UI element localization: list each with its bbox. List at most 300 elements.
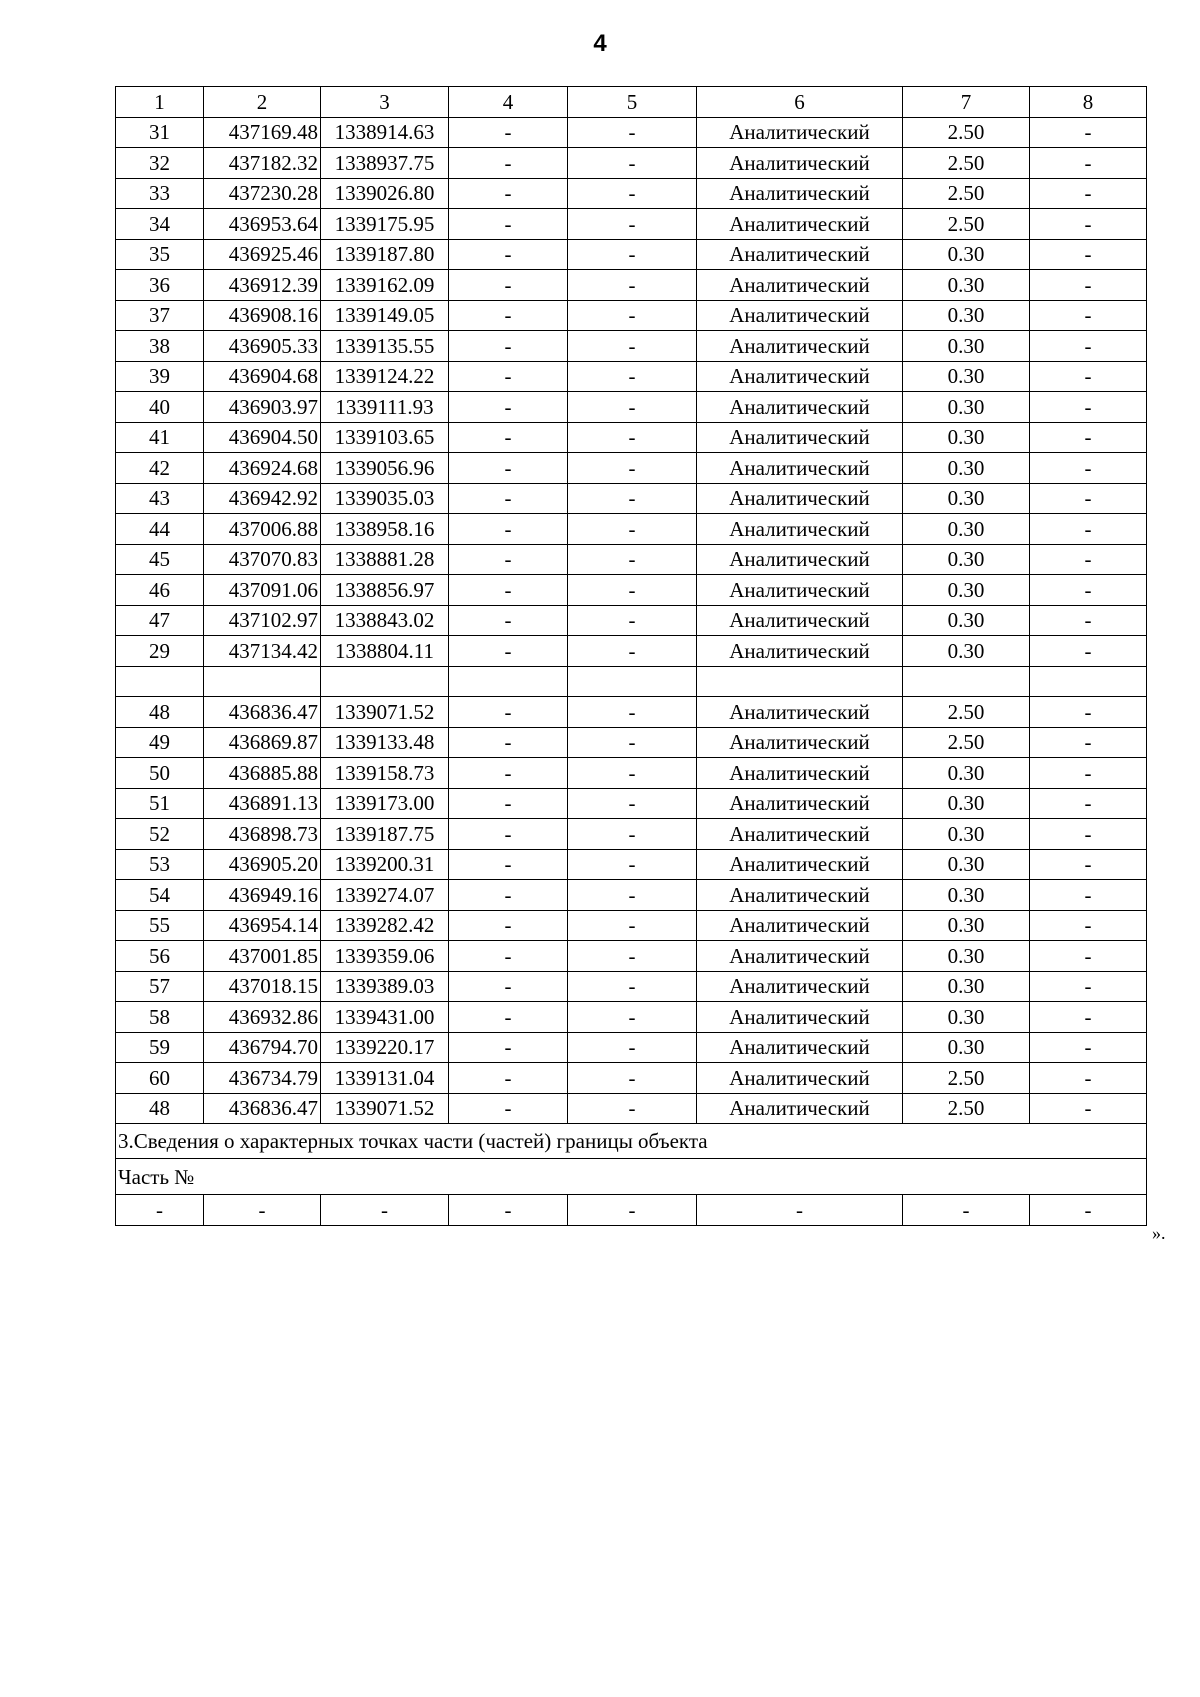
table-cell-col8: - (1030, 971, 1147, 1002)
table-cell-col7: 7 (903, 87, 1030, 118)
empty-cell (204, 666, 321, 697)
table-cell-col5: - (568, 483, 697, 514)
table-cell-col7: 0.30 (903, 971, 1030, 1002)
table-cell-col6: - (697, 1195, 903, 1226)
table-cell-col6: Аналитический (697, 971, 903, 1002)
table-cell-col2: 437134.42 (204, 636, 321, 667)
table-cell-col3: 1339389.03 (321, 971, 449, 1002)
table-cell-col7: 0.30 (903, 422, 1030, 453)
table-cell-col4: - (449, 1002, 568, 1033)
part-label: Часть № (116, 1159, 1147, 1195)
table-cell-col2: 436885.88 (204, 758, 321, 789)
table-cell-col3: 1339124.22 (321, 361, 449, 392)
table-cell-col6: Аналитический (697, 117, 903, 148)
table-cell-col4: - (449, 117, 568, 148)
table-cell-col7: 0.30 (903, 392, 1030, 423)
table-cell-col2: 436898.73 (204, 819, 321, 850)
table-cell-col2: 437230.28 (204, 178, 321, 209)
table-cell-col6: Аналитический (697, 910, 903, 941)
table-cell-col2: 436908.16 (204, 300, 321, 331)
table-cell-col5: - (568, 697, 697, 728)
table-cell-col4: - (449, 361, 568, 392)
table-cell-col8: - (1030, 331, 1147, 362)
table-row (116, 880, 1147, 911)
table-cell-col1: - (116, 1195, 204, 1226)
table-row (116, 392, 1147, 423)
table-cell-col3: 1339274.07 (321, 880, 449, 911)
table-cell-col1: 48 (116, 1093, 204, 1124)
table-cell-col8: - (1030, 270, 1147, 301)
empty-cell (568, 666, 697, 697)
table-cell-col2: 437169.48 (204, 117, 321, 148)
table-cell-col3: 1338881.28 (321, 544, 449, 575)
table-cell-col5: - (568, 148, 697, 179)
table-cell-col4: - (449, 819, 568, 850)
table-cell-col3: 1339162.09 (321, 270, 449, 301)
table-cell-col2: 436905.20 (204, 849, 321, 880)
table-cell-col8: - (1030, 1032, 1147, 1063)
table-cell-col6: Аналитический (697, 636, 903, 667)
table-cell-col1: 42 (116, 453, 204, 484)
table-cell-col8: - (1030, 148, 1147, 179)
table-cell-col2: 437091.06 (204, 575, 321, 606)
table-cell-col8: - (1030, 392, 1147, 423)
table-cell-col8: - (1030, 941, 1147, 972)
table-cell-col8: - (1030, 575, 1147, 606)
table-cell-col4: - (449, 636, 568, 667)
table-cell-col3: 1339173.00 (321, 788, 449, 819)
table-cell-col6: Аналитический (697, 422, 903, 453)
table-cell-col4: - (449, 788, 568, 819)
table-cell-col5: - (568, 392, 697, 423)
closing-quote: ». (1152, 1223, 1166, 1243)
table-cell-col8: - (1030, 300, 1147, 331)
table-cell-col2: 436904.50 (204, 422, 321, 453)
table-cell-col5: - (568, 239, 697, 270)
table-cell-col2: 437102.97 (204, 605, 321, 636)
table-cell-col8: - (1030, 117, 1147, 148)
table-row (116, 300, 1147, 331)
empty-cell (116, 666, 204, 697)
table-cell-col3: 1339135.55 (321, 331, 449, 362)
table-cell-col8: - (1030, 819, 1147, 850)
table-cell-col1: 60 (116, 1063, 204, 1094)
table-cell-col3: 1338804.11 (321, 636, 449, 667)
table-cell-col3: 1339111.93 (321, 392, 449, 423)
table-row (116, 331, 1147, 362)
table-row (116, 1063, 1147, 1094)
table-cell-col1: 57 (116, 971, 204, 1002)
table-cell-col8: 8 (1030, 87, 1147, 118)
table-cell-col7: 0.30 (903, 544, 1030, 575)
table-cell-col1: 31 (116, 117, 204, 148)
table-cell-col1: 54 (116, 880, 204, 911)
table-cell-col5: - (568, 788, 697, 819)
table-cell-col6: Аналитический (697, 209, 903, 240)
table-cell-col6: Аналитический (697, 1063, 903, 1094)
table-cell-col5: - (568, 910, 697, 941)
table-cell-col6: Аналитический (697, 1093, 903, 1124)
table-row (116, 819, 1147, 850)
table-cell-col2: 436836.47 (204, 1093, 321, 1124)
table-cell-col8: - (1030, 483, 1147, 514)
table-cell-col8: - (1030, 1093, 1147, 1124)
table-cell-col2: 436954.14 (204, 910, 321, 941)
table-cell-col5: - (568, 819, 697, 850)
table-row (116, 178, 1147, 209)
table-cell-col7: 0.30 (903, 483, 1030, 514)
table-cell-col8: - (1030, 605, 1147, 636)
table-cell-col2: 437070.83 (204, 544, 321, 575)
table-cell-col4: - (449, 422, 568, 453)
table-cell-col6: Аналитический (697, 239, 903, 270)
table-cell-col4: - (449, 727, 568, 758)
section-title: 3.Сведения о характерных точках части (частей) границы объекта (116, 1124, 1147, 1159)
table-row (116, 1032, 1147, 1063)
table-cell-col5: - (568, 1093, 697, 1124)
table-row (116, 148, 1147, 179)
table-row (116, 697, 1147, 728)
table-cell-col5: - (568, 178, 697, 209)
table-cell-col5: - (568, 1002, 697, 1033)
table-cell-col7: 0.30 (903, 636, 1030, 667)
table-cell-col2: 436949.16 (204, 880, 321, 911)
table-cell-col5: - (568, 1063, 697, 1094)
table-cell-col3: 1339175.95 (321, 209, 449, 240)
table-row (116, 453, 1147, 484)
table-cell-col6: Аналитический (697, 941, 903, 972)
table-cell-col6: Аналитический (697, 575, 903, 606)
table-cell-col4: - (449, 1032, 568, 1063)
table-cell-col5: - (568, 422, 697, 453)
table-cell-col2: 436836.47 (204, 697, 321, 728)
table-cell-col5: - (568, 331, 697, 362)
table-cell-col1: 44 (116, 514, 204, 545)
table-cell-col1: 59 (116, 1032, 204, 1063)
table-cell-col2: 437006.88 (204, 514, 321, 545)
table-cell-col8: - (1030, 1063, 1147, 1094)
table-cell-col4: - (449, 880, 568, 911)
table-cell-col5: - (568, 453, 697, 484)
table-cell-col4: - (449, 605, 568, 636)
table-cell-col4: - (449, 1063, 568, 1094)
table-cell-col5: - (568, 1032, 697, 1063)
table-cell-col6: Аналитический (697, 849, 903, 880)
table-cell-col8: - (1030, 514, 1147, 545)
table-cell-col1: 41 (116, 422, 204, 453)
table-cell-col6: Аналитический (697, 727, 903, 758)
table-cell-col4: - (449, 209, 568, 240)
table-cell-col2: 436904.68 (204, 361, 321, 392)
table-cell-col3: 1339103.65 (321, 422, 449, 453)
table-cell-col2: 437018.15 (204, 971, 321, 1002)
table-row (116, 849, 1147, 880)
separator-row (116, 666, 1147, 697)
table-cell-col8: - (1030, 422, 1147, 453)
table-cell-col8: - (1030, 209, 1147, 240)
table-cell-col8: - (1030, 697, 1147, 728)
table-cell-col1: 56 (116, 941, 204, 972)
table-cell-col4: - (449, 483, 568, 514)
table-cell-col3: 1339131.04 (321, 1063, 449, 1094)
table-row (116, 575, 1147, 606)
table-cell-col4: - (449, 544, 568, 575)
table-cell-col5: - (568, 544, 697, 575)
table-cell-col2: 436869.87 (204, 727, 321, 758)
table-cell-col4: - (449, 1093, 568, 1124)
table-cell-col3: 3 (321, 87, 449, 118)
table-cell-col7: 0.30 (903, 605, 1030, 636)
table-cell-col8: - (1030, 758, 1147, 789)
table-cell-col3: 1339220.17 (321, 1032, 449, 1063)
table-header-row (116, 87, 1147, 118)
table-cell-col3: 1338937.75 (321, 148, 449, 179)
table-cell-col2: 437001.85 (204, 941, 321, 972)
table-cell-col3: 1339431.00 (321, 1002, 449, 1033)
table-cell-col4: - (449, 270, 568, 301)
table-cell-col3: 1338914.63 (321, 117, 449, 148)
table-cell-col2: 436903.97 (204, 392, 321, 423)
table-cell-col8: - (1030, 1195, 1147, 1226)
table-cell-col7: 0.30 (903, 575, 1030, 606)
table-cell-col7: 0.30 (903, 941, 1030, 972)
table-cell-col2: 436905.33 (204, 331, 321, 362)
table-cell-col4: - (449, 697, 568, 728)
table-cell-col8: - (1030, 636, 1147, 667)
table-cell-col5: 5 (568, 87, 697, 118)
table-row (116, 270, 1147, 301)
table-cell-col7: 2.50 (903, 178, 1030, 209)
table-cell-col1: 39 (116, 361, 204, 392)
table-cell-col5: - (568, 300, 697, 331)
table-cell-col1: 46 (116, 575, 204, 606)
coordinates-table (115, 86, 1147, 1226)
table-cell-col7: 0.30 (903, 1032, 1030, 1063)
table-cell-col7: 2.50 (903, 1063, 1030, 1094)
table-cell-col4: - (449, 239, 568, 270)
table-cell-col5: - (568, 880, 697, 911)
table-cell-col5: - (568, 758, 697, 789)
table-cell-col7: 0.30 (903, 849, 1030, 880)
table-row (116, 636, 1147, 667)
table-body (116, 87, 1147, 1226)
table-row (116, 361, 1147, 392)
table-cell-col4: - (449, 941, 568, 972)
table-cell-col7: 0.30 (903, 453, 1030, 484)
table-cell-col6: Аналитический (697, 605, 903, 636)
table-row (116, 941, 1147, 972)
table-row (116, 788, 1147, 819)
table-cell-col3: 1339071.52 (321, 1093, 449, 1124)
table-cell-col8: - (1030, 1002, 1147, 1033)
table-cell-col6: 6 (697, 87, 903, 118)
table-cell-col5: - (568, 117, 697, 148)
table-cell-col1: 37 (116, 300, 204, 331)
table-cell-col7: 0.30 (903, 361, 1030, 392)
table-row (116, 422, 1147, 453)
table-cell-col5: - (568, 971, 697, 1002)
table-cell-col6: Аналитический (697, 819, 903, 850)
table-cell-col3: 1338958.16 (321, 514, 449, 545)
table-cell-col2: 2 (204, 87, 321, 118)
table-cell-col7: 0.30 (903, 239, 1030, 270)
table-cell-col6: Аналитический (697, 361, 903, 392)
table-cell-col4: - (449, 148, 568, 179)
table-cell-col2: 436912.39 (204, 270, 321, 301)
table-cell-col1: 55 (116, 910, 204, 941)
table-row (116, 544, 1147, 575)
table-cell-col3: 1339158.73 (321, 758, 449, 789)
table-cell-col5: - (568, 941, 697, 972)
table-last-row (116, 1195, 1147, 1226)
table-cell-col6: Аналитический (697, 1032, 903, 1063)
table-cell-col3: 1338843.02 (321, 605, 449, 636)
table-cell-col6: Аналитический (697, 788, 903, 819)
table-cell-col3: - (321, 1195, 449, 1226)
table-cell-col6: Аналитический (697, 148, 903, 179)
table-cell-col4: - (449, 575, 568, 606)
table-row (116, 1002, 1147, 1033)
table-cell-col7: 0.30 (903, 819, 1030, 850)
table-cell-col6: Аналитический (697, 544, 903, 575)
page-number: 4 (593, 30, 607, 57)
table-cell-col6: Аналитический (697, 1002, 903, 1033)
table-cell-col4: - (449, 514, 568, 545)
table-cell-col7: 2.50 (903, 209, 1030, 240)
table-cell-col1: 33 (116, 178, 204, 209)
table-cell-col3: 1339071.52 (321, 697, 449, 728)
table-row (116, 605, 1147, 636)
table-cell-col3: 1339149.05 (321, 300, 449, 331)
empty-cell (903, 666, 1030, 697)
table-cell-col4: - (449, 300, 568, 331)
table-cell-col1: 32 (116, 148, 204, 179)
table-cell-col3: 1339056.96 (321, 453, 449, 484)
table-cell-col7: 2.50 (903, 727, 1030, 758)
table-cell-col1: 35 (116, 239, 204, 270)
table-cell-col2: 436734.79 (204, 1063, 321, 1094)
table-cell-col8: - (1030, 178, 1147, 209)
table-cell-col3: 1339200.31 (321, 849, 449, 880)
table-cell-col6: Аналитический (697, 697, 903, 728)
table-cell-col2: 436924.68 (204, 453, 321, 484)
table-cell-col8: - (1030, 361, 1147, 392)
table-cell-col6: Аналитический (697, 270, 903, 301)
table-cell-col4: - (449, 910, 568, 941)
empty-cell (1030, 666, 1147, 697)
table-cell-col1: 48 (116, 697, 204, 728)
section-row (116, 1124, 1147, 1159)
table-row (116, 209, 1147, 240)
table-cell-col5: - (568, 361, 697, 392)
empty-cell (697, 666, 903, 697)
table-cell-col4: - (449, 453, 568, 484)
table-cell-col1: 49 (116, 727, 204, 758)
table-cell-col3: 1338856.97 (321, 575, 449, 606)
table-cell-col8: - (1030, 544, 1147, 575)
table-row (116, 727, 1147, 758)
table-cell-col1: 45 (116, 544, 204, 575)
table-cell-col1: 50 (116, 758, 204, 789)
table-cell-col6: Аналитический (697, 392, 903, 423)
table-cell-col3: 1339187.80 (321, 239, 449, 270)
table-cell-col7: 0.30 (903, 788, 1030, 819)
table-cell-col7: 0.30 (903, 331, 1030, 362)
empty-cell (321, 666, 449, 697)
table-cell-col8: - (1030, 453, 1147, 484)
table-cell-col5: - (568, 1195, 697, 1226)
table-cell-col1: 53 (116, 849, 204, 880)
table-cell-col1: 38 (116, 331, 204, 362)
table-cell-col2: 436932.86 (204, 1002, 321, 1033)
table-cell-col2: 437182.32 (204, 148, 321, 179)
table-row (116, 758, 1147, 789)
table-row (116, 910, 1147, 941)
table-cell-col4: - (449, 1195, 568, 1226)
table-cell-col8: - (1030, 239, 1147, 270)
table-cell-col6: Аналитический (697, 300, 903, 331)
table-cell-col1: 29 (116, 636, 204, 667)
table-cell-col7: 0.30 (903, 758, 1030, 789)
table-cell-col1: 1 (116, 87, 204, 118)
table-row (116, 514, 1147, 545)
table-row (116, 971, 1147, 1002)
table-cell-col7: 0.30 (903, 910, 1030, 941)
table-cell-col6: Аналитический (697, 483, 903, 514)
table-cell-col3: 1339187.75 (321, 819, 449, 850)
table-cell-col4: - (449, 758, 568, 789)
table-cell-col2: 436942.92 (204, 483, 321, 514)
table-cell-col3: 1339133.48 (321, 727, 449, 758)
table-cell-col2: 436925.46 (204, 239, 321, 270)
table-cell-col6: Аналитический (697, 758, 903, 789)
table-cell-col7: 2.50 (903, 1093, 1030, 1124)
table-cell-col7: 0.30 (903, 880, 1030, 911)
table-cell-col1: 36 (116, 270, 204, 301)
table-cell-col1: 43 (116, 483, 204, 514)
table-cell-col5: - (568, 270, 697, 301)
table-cell-col1: 47 (116, 605, 204, 636)
table-cell-col5: - (568, 514, 697, 545)
table-cell-col7: - (903, 1195, 1030, 1226)
part-row (116, 1159, 1147, 1195)
table-row (116, 483, 1147, 514)
table-cell-col5: - (568, 727, 697, 758)
table-cell-col3: 1339282.42 (321, 910, 449, 941)
table-cell-col7: 0.30 (903, 300, 1030, 331)
table-row (116, 117, 1147, 148)
table-cell-col5: - (568, 636, 697, 667)
table-cell-col8: - (1030, 849, 1147, 880)
table-cell-col5: - (568, 849, 697, 880)
table-cell-col2: 436953.64 (204, 209, 321, 240)
table-cell-col7: 0.30 (903, 1002, 1030, 1033)
table-cell-col6: Аналитический (697, 453, 903, 484)
table-row (116, 239, 1147, 270)
table-cell-col5: - (568, 209, 697, 240)
table-cell-col1: 40 (116, 392, 204, 423)
table-cell-col5: - (568, 575, 697, 606)
table-cell-col7: 2.50 (903, 697, 1030, 728)
table-cell-col4: - (449, 331, 568, 362)
table-cell-col6: Аналитический (697, 880, 903, 911)
empty-cell (449, 666, 568, 697)
table-cell-col1: 34 (116, 209, 204, 240)
table-cell-col4: - (449, 971, 568, 1002)
table-cell-col4: - (449, 178, 568, 209)
table-cell-col4: - (449, 849, 568, 880)
table-cell-col5: - (568, 605, 697, 636)
